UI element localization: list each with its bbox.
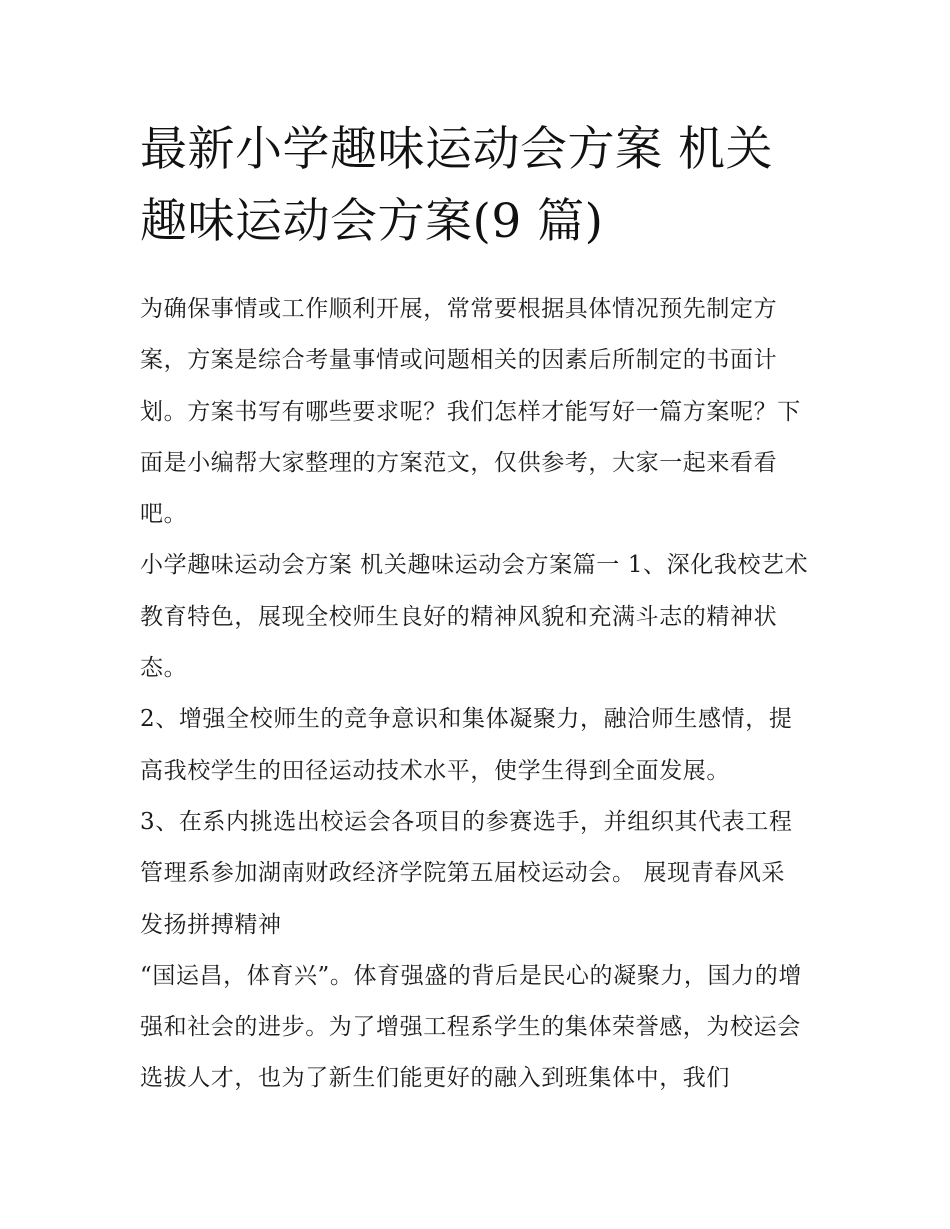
body-paragraph-section-one: 小学趣味运动会方案 机关趣味运动会方案篇一 1、深化我校艺术教育特色，展现全校师生良好的精神风貌和充满斗志的精神状态。 — [140, 552, 809, 682]
document-title-line-1: 最新小学趣味运动会方案 机关 — [140, 122, 773, 177]
document-title-line-2: 趣味运动会方案(9 篇) — [140, 194, 604, 249]
body-paragraph-point-three: 3、在系内挑选出校运会各项目的参赛选手，并组织其代表工程管理系参加湖南财政经济学院第五届校运动会。 展现青春风采 发扬拼搏精神 — [140, 808, 793, 938]
document-body — [140, 284, 816, 1105]
body-paragraph-point-two: 2、增强全校师生的竞争意识和集体凝聚力，融洽师生感情，提高我校学生的田径运动技术水平，使学生得到全面发展。 — [140, 706, 793, 784]
body-paragraph-national-sports: “国运昌，体育兴”。体育强盛的背后是民心的凝聚力，国力的增强和社会的进步。为了增强工程系学生的集体荣誉感，为校运会选拔人才，也为了新生们能更好的融入到班集体中，我们 — [140, 962, 802, 1092]
document-title — [140, 114, 830, 258]
body-paragraph-intro: 为确保事情或工作顺利开展，常常要根据具体情况预先制定方案，方案是综合考量事情或问题相关的因素后所制定的书面计划。方案书写有哪些要求呢？我们怎样才能写好一篇方案呢？下面是小编帮大家整理的方案范文，仅供参考，大家一起来看看吧。 — [140, 296, 801, 528]
